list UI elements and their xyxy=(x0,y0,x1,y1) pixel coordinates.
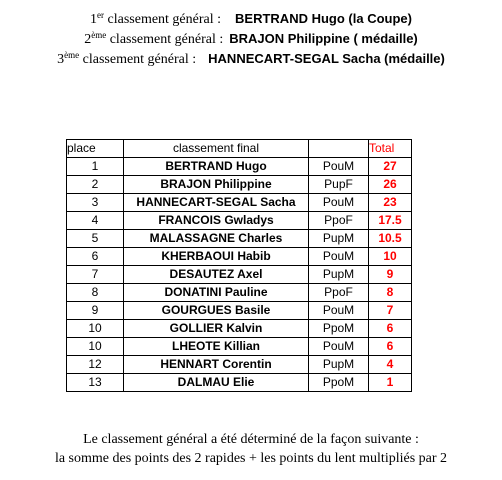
table-row xyxy=(67,374,412,392)
cell-category: PupM xyxy=(309,356,369,374)
cell-name: DESAUTEZ Axel xyxy=(124,266,309,284)
cell-place: 9 xyxy=(67,302,124,320)
header-place: place xyxy=(67,140,124,158)
ranking-line-3 xyxy=(0,49,502,69)
cell-name: DALMAU Elie xyxy=(124,374,309,392)
cell-name: HANNECART-SEGAL Sacha xyxy=(124,194,309,212)
ranking-winner: HANNECART-SEGAL Sacha (médaille) xyxy=(208,51,445,66)
table-row xyxy=(67,302,412,320)
ranking-label: classement général : xyxy=(82,52,197,67)
cell-category: PouM xyxy=(309,338,369,356)
cell-category: PupM xyxy=(309,266,369,284)
cell-name: BERTRAND Hugo xyxy=(124,158,309,176)
ordinal-suffix: ème xyxy=(64,50,80,60)
footer-line-1: Le classement général a été déterminé de la façon suivante : xyxy=(83,432,419,447)
cell-total: 10.5 xyxy=(369,230,412,248)
ordinal-suffix: ème xyxy=(91,30,107,40)
cell-place: 4 xyxy=(67,212,124,230)
cell-place: 10 xyxy=(67,320,124,338)
cell-category: PouM xyxy=(309,158,369,176)
ordinal-suffix: er xyxy=(97,10,105,20)
cell-total: 10 xyxy=(369,248,412,266)
cell-name: HENNART Corentin xyxy=(124,356,309,374)
table-row xyxy=(67,176,412,194)
footer-note xyxy=(0,430,502,468)
table-row xyxy=(67,212,412,230)
table-header-row xyxy=(67,140,412,158)
ordinal-number: 1 xyxy=(90,12,98,27)
cell-total: 4 xyxy=(369,356,412,374)
cell-place: 5 xyxy=(67,230,124,248)
cell-name: KHERBAOUI Habib xyxy=(124,248,309,266)
table-row xyxy=(67,266,412,284)
table-row xyxy=(67,248,412,266)
cell-total: 23 xyxy=(369,194,412,212)
table-row xyxy=(67,338,412,356)
cell-name: GOURGUES Basile xyxy=(124,302,309,320)
ordinal-number: 3 xyxy=(57,52,65,67)
final-ranking-table xyxy=(66,139,412,392)
cell-category: PupF xyxy=(309,176,369,194)
cell-place: 13 xyxy=(67,374,124,392)
cell-name: GOLLIER Kalvin xyxy=(124,320,309,338)
cell-place: 2 xyxy=(67,176,124,194)
cell-total: 6 xyxy=(369,320,412,338)
cell-category: PouM xyxy=(309,194,369,212)
table-row xyxy=(67,158,412,176)
ranking-line-2 xyxy=(0,29,502,49)
cell-name: LHEOTE Killian xyxy=(124,338,309,356)
cell-category: PpoF xyxy=(309,212,369,230)
cell-total: 6 xyxy=(369,338,412,356)
cell-place: 6 xyxy=(67,248,124,266)
table-row xyxy=(67,356,412,374)
cell-place: 1 xyxy=(67,158,124,176)
ranking-winner: BRAJON Philippine ( médaille) xyxy=(229,31,418,46)
cell-total: 7 xyxy=(369,302,412,320)
header-category xyxy=(309,140,369,158)
cell-total: 17.5 xyxy=(369,212,412,230)
ranking-line-1 xyxy=(0,9,502,29)
cell-place: 3 xyxy=(67,194,124,212)
header-total: Total xyxy=(369,140,412,158)
cell-place: 12 xyxy=(67,356,124,374)
cell-category: PouM xyxy=(309,302,369,320)
cell-name: FRANCOIS Gwladys xyxy=(124,212,309,230)
cell-category: PupM xyxy=(309,230,369,248)
cell-place: 7 xyxy=(67,266,124,284)
cell-name: BRAJON Philippine xyxy=(124,176,309,194)
table-row xyxy=(67,284,412,302)
cell-total: 9 xyxy=(369,266,412,284)
cell-category: PpoM xyxy=(309,374,369,392)
table-row xyxy=(67,194,412,212)
cell-name: MALASSAGNE Charles xyxy=(124,230,309,248)
ranking-winner: BERTRAND Hugo (la Coupe) xyxy=(235,11,412,26)
cell-place: 10 xyxy=(67,338,124,356)
ranking-label: classement général : xyxy=(109,32,224,47)
cell-category: PpoM xyxy=(309,320,369,338)
footer-line-2: la somme des points des 2 rapides + les points du lent multipliés par 2 xyxy=(54,451,448,466)
table-row xyxy=(67,320,412,338)
general-ranking-header xyxy=(0,9,502,69)
cell-total: 1 xyxy=(369,374,412,392)
cell-total: 26 xyxy=(369,176,412,194)
cell-category: PouM xyxy=(309,248,369,266)
cell-total: 8 xyxy=(369,284,412,302)
cell-place: 8 xyxy=(67,284,124,302)
table-row xyxy=(67,230,412,248)
cell-category: PpoF xyxy=(309,284,369,302)
header-final-ranking: classement final xyxy=(124,140,309,158)
cell-total: 27 xyxy=(369,158,412,176)
ranking-label: classement général : xyxy=(107,12,222,27)
cell-name: DONATINI Pauline xyxy=(124,284,309,302)
ordinal-number: 2 xyxy=(84,32,92,47)
